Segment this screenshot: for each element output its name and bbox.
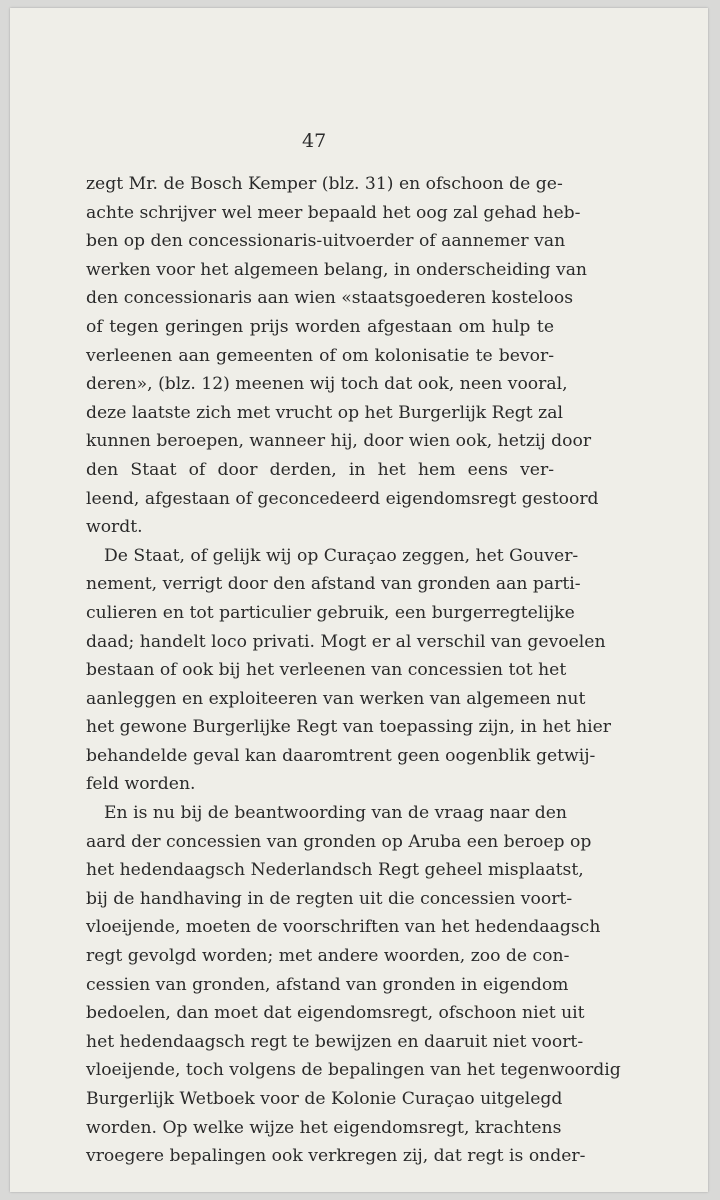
text-line: leend, afgestaan of geconcedeerd eigendomsregt gestoord	[86, 488, 599, 509]
text-line: bedoelen, dan moet dat eigendomsregt, ofschoon niet uit	[86, 1003, 585, 1024]
text-line: achte schrijver wel meer bepaald het oog zal gehad heb-	[86, 202, 581, 223]
text-line: nement, verrigt door den afstand van gronden aan parti-	[86, 574, 581, 595]
text-line: werken voor het algemeen belang, in onderscheiding van	[86, 259, 588, 280]
text-line: vloeijende, toch volgens de bepalingen van het tegenwoordig	[86, 1060, 621, 1081]
text-line: wordt.	[86, 517, 143, 538]
body-text	[86, 170, 621, 1171]
text-line: worden. Op welke wijze het eigendomsregt, krachtens	[86, 1117, 562, 1138]
text-line: cessien van gronden, afstand van gronden in eigendom	[86, 974, 569, 995]
text-line: ben op den concessionaris-uitvoerder of aannemer van	[86, 231, 566, 252]
page-number: 47	[302, 130, 327, 152]
text-line: aanleggen en exploiteeren van werken van algemeen nut	[86, 688, 586, 709]
text-line: het hedendaagsch regt te bewijzen en daaruit niet voort-	[86, 1031, 584, 1052]
text-line: deze laatste zich met vrucht op het Burgerlijk Regt zal	[86, 402, 563, 423]
text-line: vroegere bepalingen ook verkregen zij, dat regt is onder-	[86, 1146, 586, 1167]
text-line: regt gevolgd worden; met andere woorden, zoo de con-	[86, 946, 570, 967]
book-page	[10, 8, 708, 1192]
text-line: verleenen aan gemeenten of om kolonisatie te bevor-	[86, 345, 554, 366]
text-line: daad; handelt loco privati. Mogt er al verschil van gevoelen	[86, 631, 606, 652]
text-line: culieren en tot particulier gebruik, een burgerregtelijke	[86, 602, 575, 623]
text-line: vloeijende, moeten de voorschriften van het hedendaagsch	[86, 917, 601, 938]
text-line: Burgerlijk Wetboek voor de Kolonie Curaçao uitgelegd	[86, 1089, 563, 1109]
text-line: deren», (blz. 12) meenen wij toch dat ook, neen vooral,	[86, 374, 568, 395]
text-line: het gewone Burgerlijke Regt van toepassing zijn, in het hier	[86, 717, 612, 738]
text-line: den concessionaris aan wien «staatsgoederen kosteloos	[86, 288, 574, 309]
text-line: zegt Mr. de Bosch Kemper (blz. 31) en ofschoon de ge-	[86, 174, 563, 194]
text-line: bij de handhaving in de regten uit die concessien voort-	[86, 888, 573, 909]
text-line: De Staat, of gelijk wij op Curaçao zeggen, het Gouver-	[104, 545, 579, 566]
text-line: feld worden.	[86, 774, 196, 795]
text-line: bestaan of ook bij het verleenen van concessien tot het	[86, 660, 567, 681]
text-line: of tegen geringen prijs worden afgestaan om hulp te	[86, 316, 554, 337]
text-line: aard der concessien van gronden op Aruba een beroep op	[86, 831, 592, 852]
text-line: En is nu bij de beantwoording van de vraag naar den	[104, 803, 567, 824]
text-line: het hedendaagsch Nederlandsch Regt geheel misplaatst,	[86, 860, 584, 881]
text-line: den Staat of door derden, in het hem eens ver-	[86, 459, 554, 480]
text-line: behandelde geval kan daaromtrent geen oogenblik getwij-	[86, 745, 596, 766]
text-line: kunnen beroepen, wanneer hij, door wien ook, hetzij door	[86, 431, 592, 452]
